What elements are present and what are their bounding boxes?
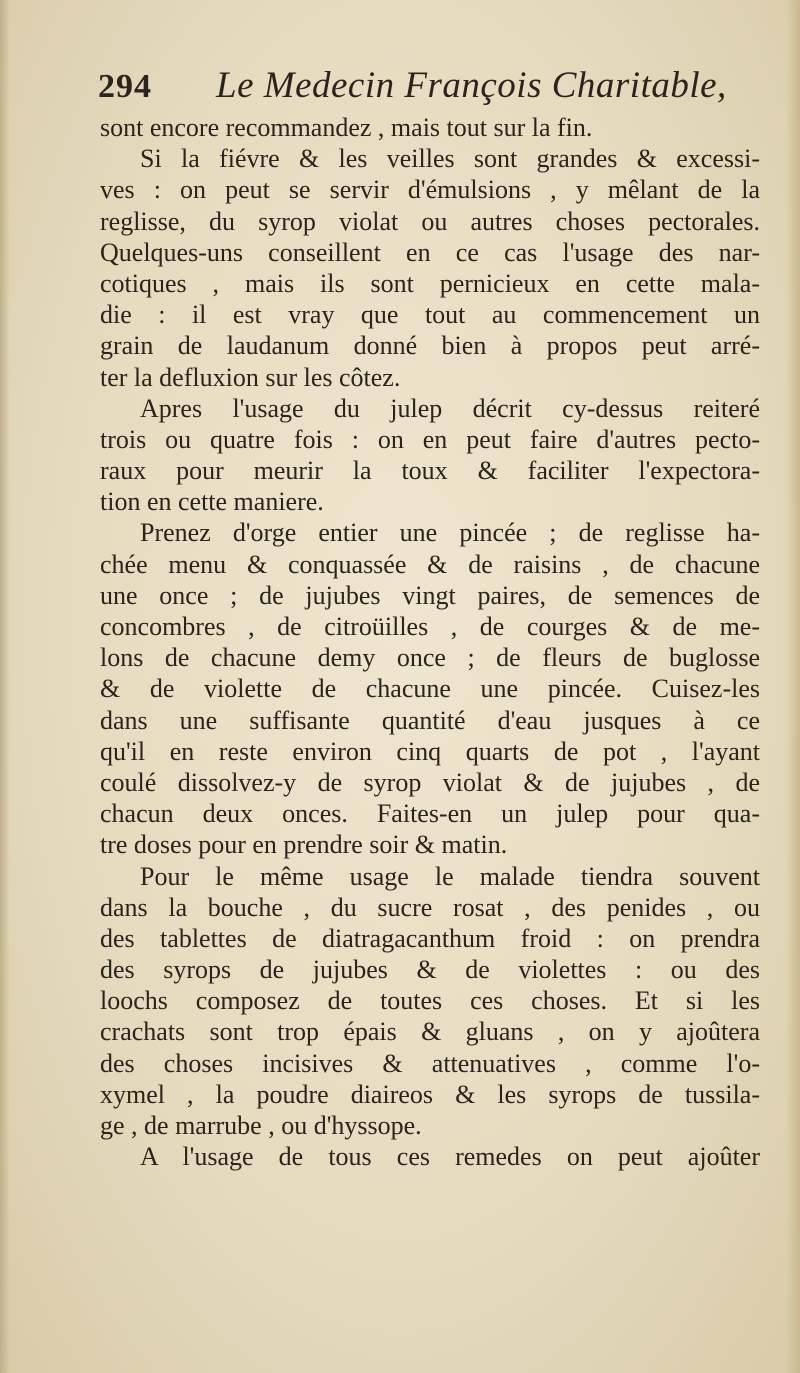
text-line: grain de laudanum donné bien à propos peut arré- — [100, 331, 760, 361]
text-line: cotiques , mais ils sont pernicieux en cette mala- — [100, 268, 760, 298]
text-line: Apres l'usage du julep décrit cy-dessus reiteré — [140, 393, 760, 423]
text-line: & de violette de chacune une pincée. Cuisez-les — [100, 674, 760, 704]
text-line: xymel , la poudre diaireos & les syrops de tussila- — [100, 1079, 760, 1109]
text-line: qu'il en reste environ cinq quarts de pot , l'ayant — [100, 736, 760, 766]
text-line: sont encore recommandez , mais tout sur la fin. — [100, 113, 593, 142]
text-line: chée menu & conquassée & de raisins , de chacune — [100, 549, 760, 579]
text-line: lons de chacune demy once ; de fleurs de buglosse — [100, 643, 760, 673]
text-line: concombres , de citroüilles , de courges & de me- — [100, 612, 760, 641]
text-line: dans la bouche , du sucre rosat , des penides , ou — [100, 892, 760, 922]
text-line: A l'usage de tous ces remedes on peut ajoûter — [140, 1142, 760, 1172]
text-line: ge , de marrube , ou d'hyssope. — [100, 1111, 422, 1140]
text-line: une once ; de jujubes vingt paires, de semences de — [100, 580, 760, 610]
text-line: ter la defluxion sur les côtez. — [100, 362, 401, 392]
text-line: die : il est vray que tout au commencement un — [100, 300, 760, 330]
text-line: Quelques-uns conseillent en ce cas l'usage des nar- — [100, 237, 760, 267]
text-line: Pour le même usage le malade tiendra souvent — [140, 861, 760, 891]
text-line: Prenez d'orge entier une pincée ; de reglisse ha- — [140, 518, 760, 548]
text-line: tre doses pour en prendre soir & matin. — [100, 830, 508, 860]
page-edge-left — [0, 0, 10, 1373]
text-line: des choses incisives & attenuatives , comme l'o- — [100, 1048, 760, 1078]
text-line: coulé dissolvez-y de syrop violat & de jujubes , de — [100, 767, 760, 797]
page-edge-right — [786, 0, 800, 1373]
text-line: crachats sont trop épais & gluans , on y ajoûtera — [100, 1017, 760, 1047]
text-line: trois ou quatre fois : on en peut faire d'autres pecto- — [100, 424, 760, 454]
text-line: chacun deux onces. Faites-en un julep pour qua- — [100, 799, 760, 829]
text-line: Si la fiévre & les veilles sont grandes & excessi- — [140, 144, 760, 174]
text-line: reglisse, du syrop violat ou autres choses pectorales. — [100, 206, 760, 236]
page-number: 294 — [98, 68, 152, 105]
body-text — [100, 112, 760, 1172]
text-line: ves : on peut se servir d'émulsions , y mêlant de la — [100, 175, 760, 205]
text-line: des syrops de jujubes & de violettes : ou des — [100, 955, 760, 985]
text-line: loochs composez de toutes ces choses. Et si les — [100, 986, 760, 1016]
text-line: dans une suffisante quantité d'eau jusques à ce — [100, 705, 760, 735]
text-line: raux pour meurir la toux & faciliter l'expectora- — [100, 456, 760, 486]
running-title: Le Medecin François Charitable, — [216, 65, 727, 106]
text-line: tion en cette maniere. — [100, 487, 324, 517]
page-header — [98, 62, 738, 110]
text-line: des tablettes de diatragacanthum froid : on prendra — [100, 923, 760, 953]
